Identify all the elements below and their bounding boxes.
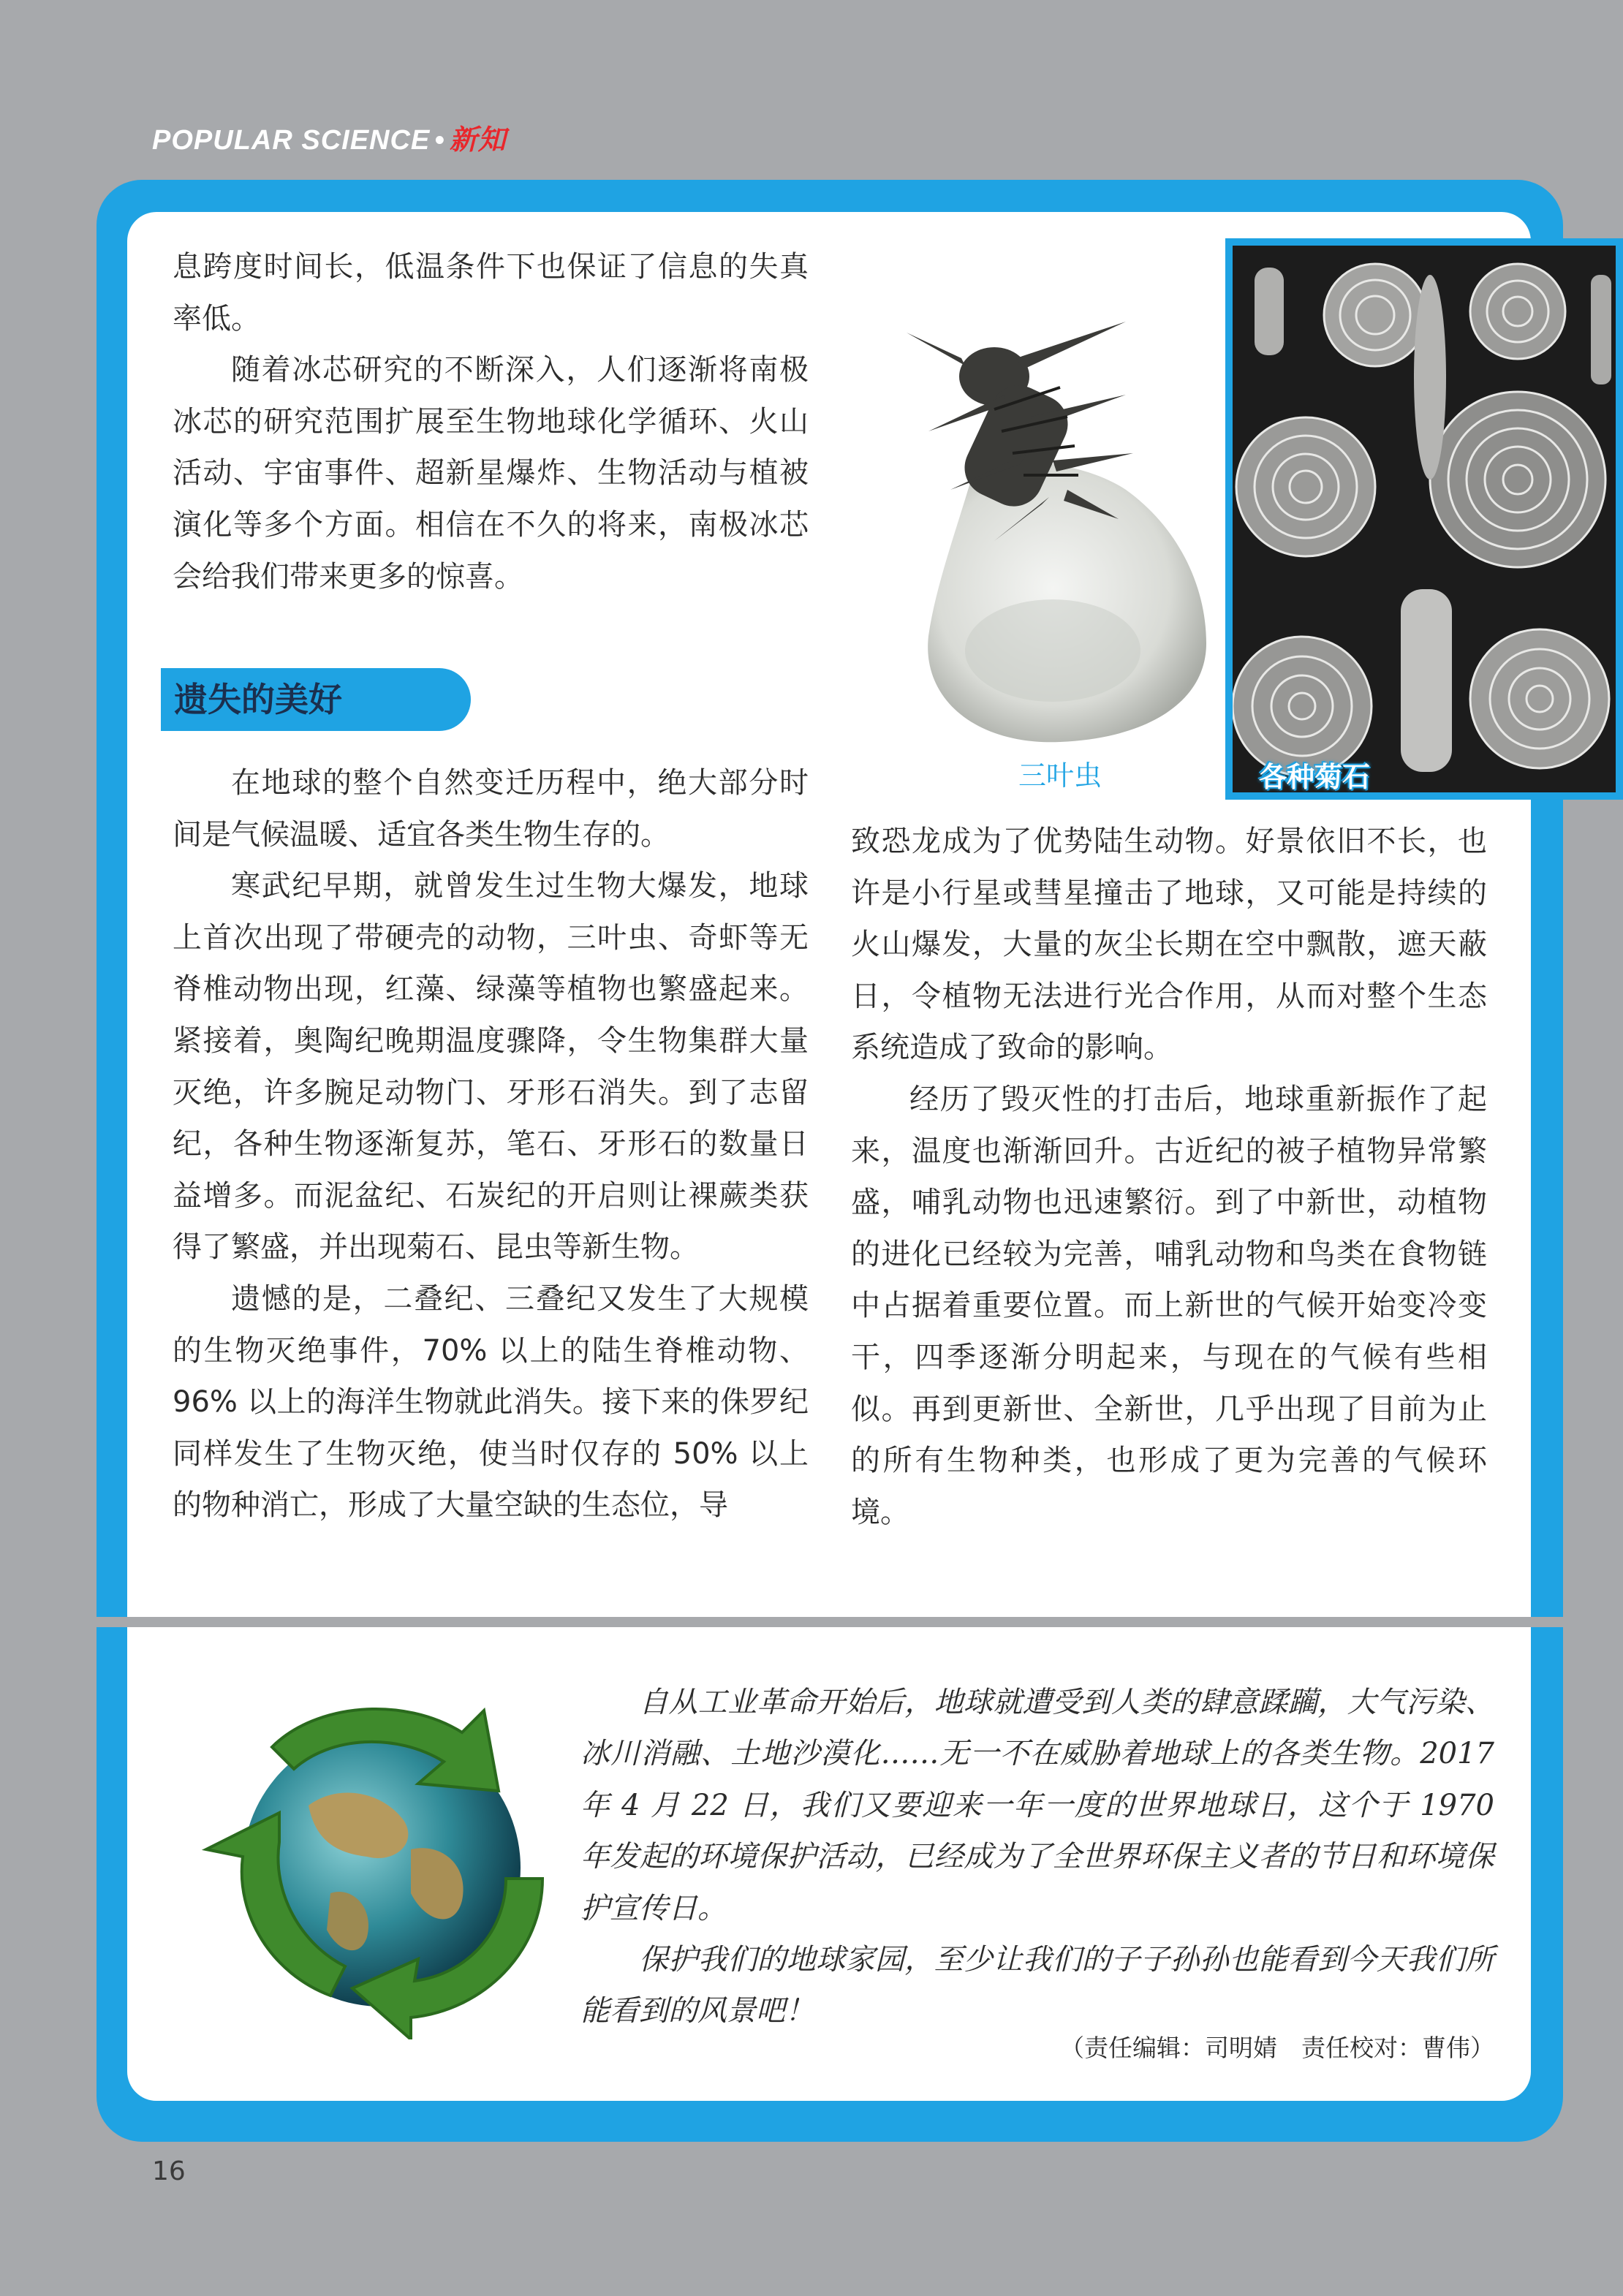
paragraph: 在地球的整个自然变迁历程中，绝大部分时间是气候温暖、适宜各类生物生存的。 bbox=[173, 766, 809, 852]
column-intro bbox=[173, 241, 809, 602]
quote-paragraph: 保护我们的地球家园，至少让我们的子子孙孙也能看到今天我们所能看到的风景吧！ bbox=[580, 1943, 1494, 2028]
paragraph: 遗憾的是，二叠纪、三叠纪又发生了大规模的生物灭绝事件，70% 以上的陆生脊椎动物、96% 以上的海洋生物就此消失。接下来的侏罗纪同样发生了生物灭绝，使当时仅存的 50% 以上的物种消亡，形成了大量空缺的生态位，导 bbox=[173, 1281, 809, 1523]
trilobite-caption: 三叶虫 bbox=[1018, 759, 1102, 792]
heading-bar bbox=[154, 668, 161, 731]
column-right bbox=[851, 816, 1487, 1538]
earth-day-quote bbox=[580, 1677, 1494, 2037]
brand-name: POPULAR SCIENCE bbox=[152, 125, 431, 156]
trilobite-fossil-image bbox=[885, 307, 1228, 746]
paragraph: 致恐龙成为了优势陆生动物。好景依旧不长，也许是小行星或彗星撞击了地球，又可能是持续的火山爆发，大量的灰尘长期在空中飘散，遮天蔽日，令植物无法进行光合作用，从而对整个生态系统造成了致命的影响。 bbox=[851, 825, 1487, 1065]
page-number: 16 bbox=[152, 2156, 186, 2186]
column-left bbox=[173, 757, 809, 1531]
ammonites-caption: 各种菊石 bbox=[1259, 761, 1371, 793]
header-separator: • bbox=[434, 125, 445, 156]
quote-paragraph: 自从工业革命开始后，地球就遭受到人类的肆意蹂躏，大气污染、冰川消融、土地沙漠化……无一不在威胁着地球上的各类生物。2017 年 4 月 22 日，我们又要迎来一年一度的世界地球日，这个于 1970 年发起的环境保护活动，已经成为了全世界环保主义者的节日和环境保护宣传日。 bbox=[580, 1686, 1494, 1925]
earth-recycle-image bbox=[192, 1674, 557, 2039]
editor-credit: （责任编辑：司明婧 责任校对：曹伟） bbox=[1060, 2034, 1494, 2062]
paragraph: 寒武纪早期，就曾发生过生物大爆发，地球上首次出现了带硬壳的动物，三叶虫、奇虾等无脊椎动物出现，红藻、绿藻等植物也繁盛起来。紧接着，奥陶纪晚期温度骤降，令生物集群大量灭绝，许多腕足动物门、牙形石消失。到了志留纪，各种生物逐渐复苏，笔石、牙形石的数量日益增多。而泥盆纪、石炭纪的开启则让裸蕨类获得了繁盛，并出现菊石、昆虫等新生物。 bbox=[173, 869, 809, 1265]
divider-band bbox=[97, 1617, 1563, 1627]
section-heading: 遗失的美好 bbox=[174, 680, 342, 719]
section-heading-tag bbox=[154, 668, 471, 731]
paragraph: 经历了毁灭性的打击后，地球重新振作了起来，温度也渐渐回升。古近纪的被子植物异常繁盛，哺乳动物也迅速繁衍。到了中新世，动植物的进化已经较为完善，哺乳动物和鸟类在食物链中占据着重要位置。而上新世的气候开始变冷变干，四季逐渐分明起来，与现在的气候有些相似。再到更新世、全新世，几乎出现了目前为止的所有生物种类，也形成了更为完善的气候环境。 bbox=[851, 1082, 1487, 1529]
ammonite-plate-image bbox=[1233, 246, 1616, 792]
section-name: 新知 bbox=[449, 124, 507, 156]
paragraph: 随着冰芯研究的不断深入，人们逐渐将南极冰芯的研究范围扩展至生物地球化学循环、火山活动、宇宙事件、超新星爆炸、生物活动与植被演化等多个方面。相信在不久的将来，南极冰芯会给我们带来更多的惊喜。 bbox=[173, 353, 809, 594]
paragraph: 息跨度时间长，低温条件下也保证了信息的失真率低。 bbox=[173, 250, 809, 336]
magazine-header bbox=[152, 117, 507, 157]
